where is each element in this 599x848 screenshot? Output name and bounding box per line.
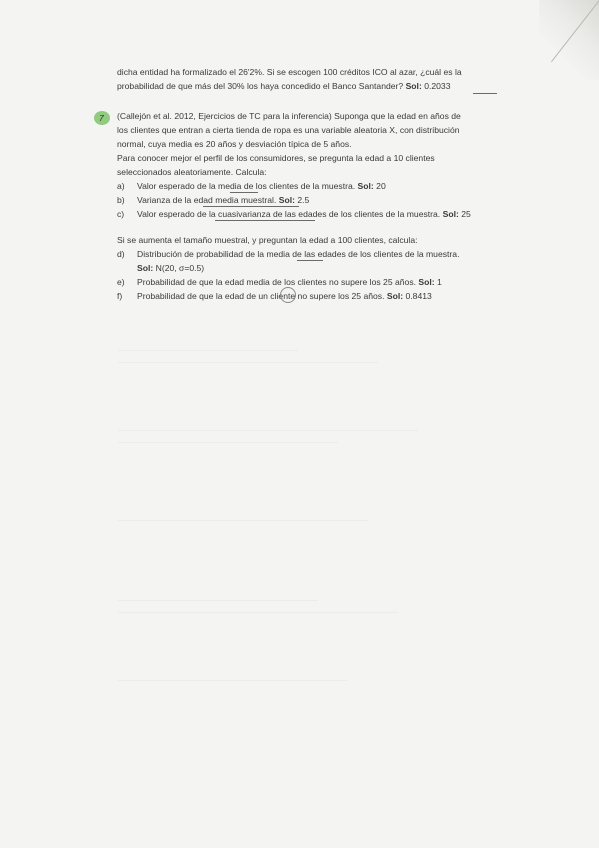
item-f-sol-value: 0.8413 <box>405 291 432 301</box>
solution-value: 0.2033 <box>424 81 451 91</box>
handwritten-underline <box>215 220 315 221</box>
item-c-sol-label: Sol: <box>442 209 459 219</box>
item-d-sol-value: N(20, σ=0.5) <box>155 263 205 273</box>
item-d-sol-label: Sol: <box>137 263 154 273</box>
item-b-sol-label: Sol: <box>278 195 295 205</box>
item-f-sol-label: Sol: <box>386 291 404 301</box>
item-d <box>117 248 459 261</box>
bleed-through-mark <box>118 600 318 601</box>
problem-number: 7 <box>99 113 104 123</box>
previous-problem-text: probabilidad de que más del 30% los haya concedido el Banco Santander? <box>117 81 404 91</box>
item-d-label: d) <box>117 249 125 259</box>
item-f <box>117 290 432 303</box>
handwritten-underline <box>473 93 497 94</box>
item-a-text: Valor esperado de la media de los clientes de la muestra. <box>137 181 356 191</box>
handwritten-underline <box>297 260 323 261</box>
handwritten-underline <box>203 206 299 207</box>
item-b-text: Varianza de la edad media muestral. <box>137 195 277 205</box>
item-c-sol-value: 25 <box>461 209 471 219</box>
problem-line-1: (Callejón et al. 2012, Ejercicios de TC para la inferencia) Suponga que la edad en años de <box>117 111 461 121</box>
item-d-solution <box>137 262 204 275</box>
problem-line-2: los clientes que entran a cierta tienda de ropa es una variable aleatoria X, con distribución <box>117 125 460 135</box>
item-e-sol-label: Sol: <box>418 277 435 287</box>
handwritten-underline <box>230 192 258 193</box>
item-a-label: a) <box>117 181 125 191</box>
bleed-through-mark <box>118 612 398 613</box>
bleed-through-mark <box>118 442 338 443</box>
bleed-through-mark <box>118 520 368 521</box>
bleed-through-mark <box>118 362 378 363</box>
previous-problem-line-2 <box>117 80 451 93</box>
second-part-intro: Si se aumenta el tamaño muestral, y preguntan la edad a 100 clientes, calcula: <box>117 235 418 245</box>
problem-line-5: seleccionados aleatoriamente. Calcula: <box>117 167 267 177</box>
item-b-label: b) <box>117 195 125 205</box>
item-a-sol-value: 20 <box>376 181 386 191</box>
item-e-sol-value: 1 <box>437 277 442 287</box>
handwritten-circle <box>280 287 296 303</box>
solution-label: Sol: <box>405 81 422 91</box>
item-a-sol-label: Sol: <box>357 181 374 191</box>
item-c-text: Valor esperado de la cuasivarianza de las edades de los clientes de la muestra. <box>137 209 441 219</box>
item-b-sol-value: 2.5 <box>297 195 310 205</box>
previous-problem-line-1: dicha entidad ha formalizado el 26'2%. Si se escogen 100 créditos ICO al azar, ¿cuál es la <box>117 67 462 77</box>
problem-line-4: Para conocer mejor el perfil de los consumidores, se pregunta la edad a 10 clientes <box>117 153 435 163</box>
item-d-text: Distribución de probabilidad de la media de las edades de los clientes de la muestra. <box>137 249 460 259</box>
item-c-label: c) <box>117 209 125 219</box>
bleed-through-mark <box>118 350 298 351</box>
item-f-text: Probabilidad de que la edad de un cliente no supere los 25 años. <box>137 291 385 301</box>
item-f-label: f) <box>117 291 123 301</box>
item-e-text: Probabilidad de que la edad media de los clientes no supere los 25 años. <box>137 277 417 287</box>
item-e <box>117 276 442 289</box>
bleed-through-mark <box>118 430 418 431</box>
problem-line-3: normal, cuya media es 20 años y desviación típica de 5 años. <box>117 139 352 149</box>
item-e-label: e) <box>117 277 125 287</box>
bleed-through-mark <box>118 680 348 681</box>
